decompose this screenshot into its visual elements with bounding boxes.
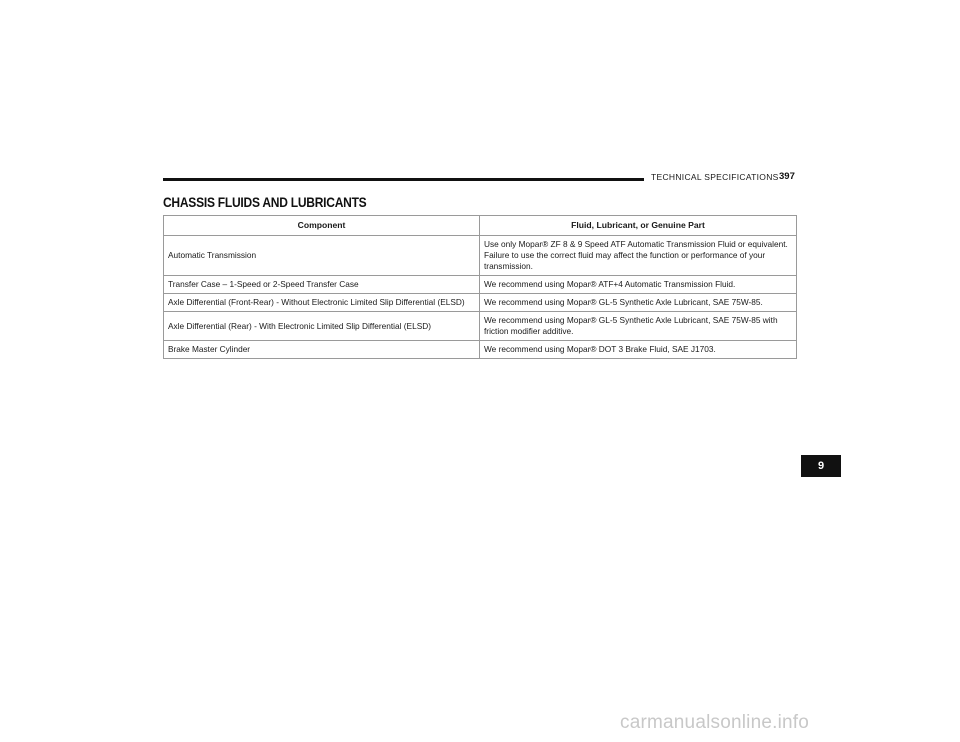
chapter-tab: 9 (801, 455, 841, 477)
column-header-fluid: Fluid, Lubricant, or Genuine Part (480, 216, 797, 236)
fluid-cell: Use only Mopar® ZF 8 & 9 Speed ATF Automatic Transmission Fluid or equivalent. Failure to use the correct fluid may affect the function or performance of your transmission. (480, 236, 797, 276)
component-cell: Automatic Transmission (164, 236, 480, 276)
page-title: CHASSIS FLUIDS AND LUBRICANTS (163, 194, 367, 210)
table-row (164, 312, 797, 341)
component-cell: Axle Differential (Rear) - With Electronic Limited Slip Differential (ELSD) (164, 312, 480, 341)
fluids-table (163, 215, 797, 359)
fluid-cell: We recommend using Mopar® GL-5 Synthetic Axle Lubricant, SAE 75W-85. (480, 294, 797, 312)
page-number: 397 (779, 171, 795, 182)
fluid-cell: We recommend using Mopar® ATF+4 Automatic Transmission Fluid. (480, 276, 797, 294)
column-header-component: Component (164, 216, 480, 236)
fluid-cell: We recommend using Mopar® DOT 3 Brake Fluid, SAE J1703. (480, 341, 797, 359)
table-header-row (164, 216, 797, 236)
watermark: carmanualsonline.info (620, 712, 810, 733)
section-label: TECHNICAL SPECIFICATIONS (651, 172, 779, 182)
table-row (164, 276, 797, 294)
table-row (164, 294, 797, 312)
component-cell: Transfer Case – 1-Speed or 2-Speed Transfer Case (164, 276, 480, 294)
component-cell: Axle Differential (Front-Rear) - Without Electronic Limited Slip Differential (ELSD) (164, 294, 480, 312)
header-rule (163, 178, 644, 181)
table-row (164, 341, 797, 359)
component-cell: Brake Master Cylinder (164, 341, 480, 359)
table-row (164, 236, 797, 276)
fluid-cell: We recommend using Mopar® GL-5 Synthetic Axle Lubricant, SAE 75W-85 with friction modifier additive. (480, 312, 797, 341)
